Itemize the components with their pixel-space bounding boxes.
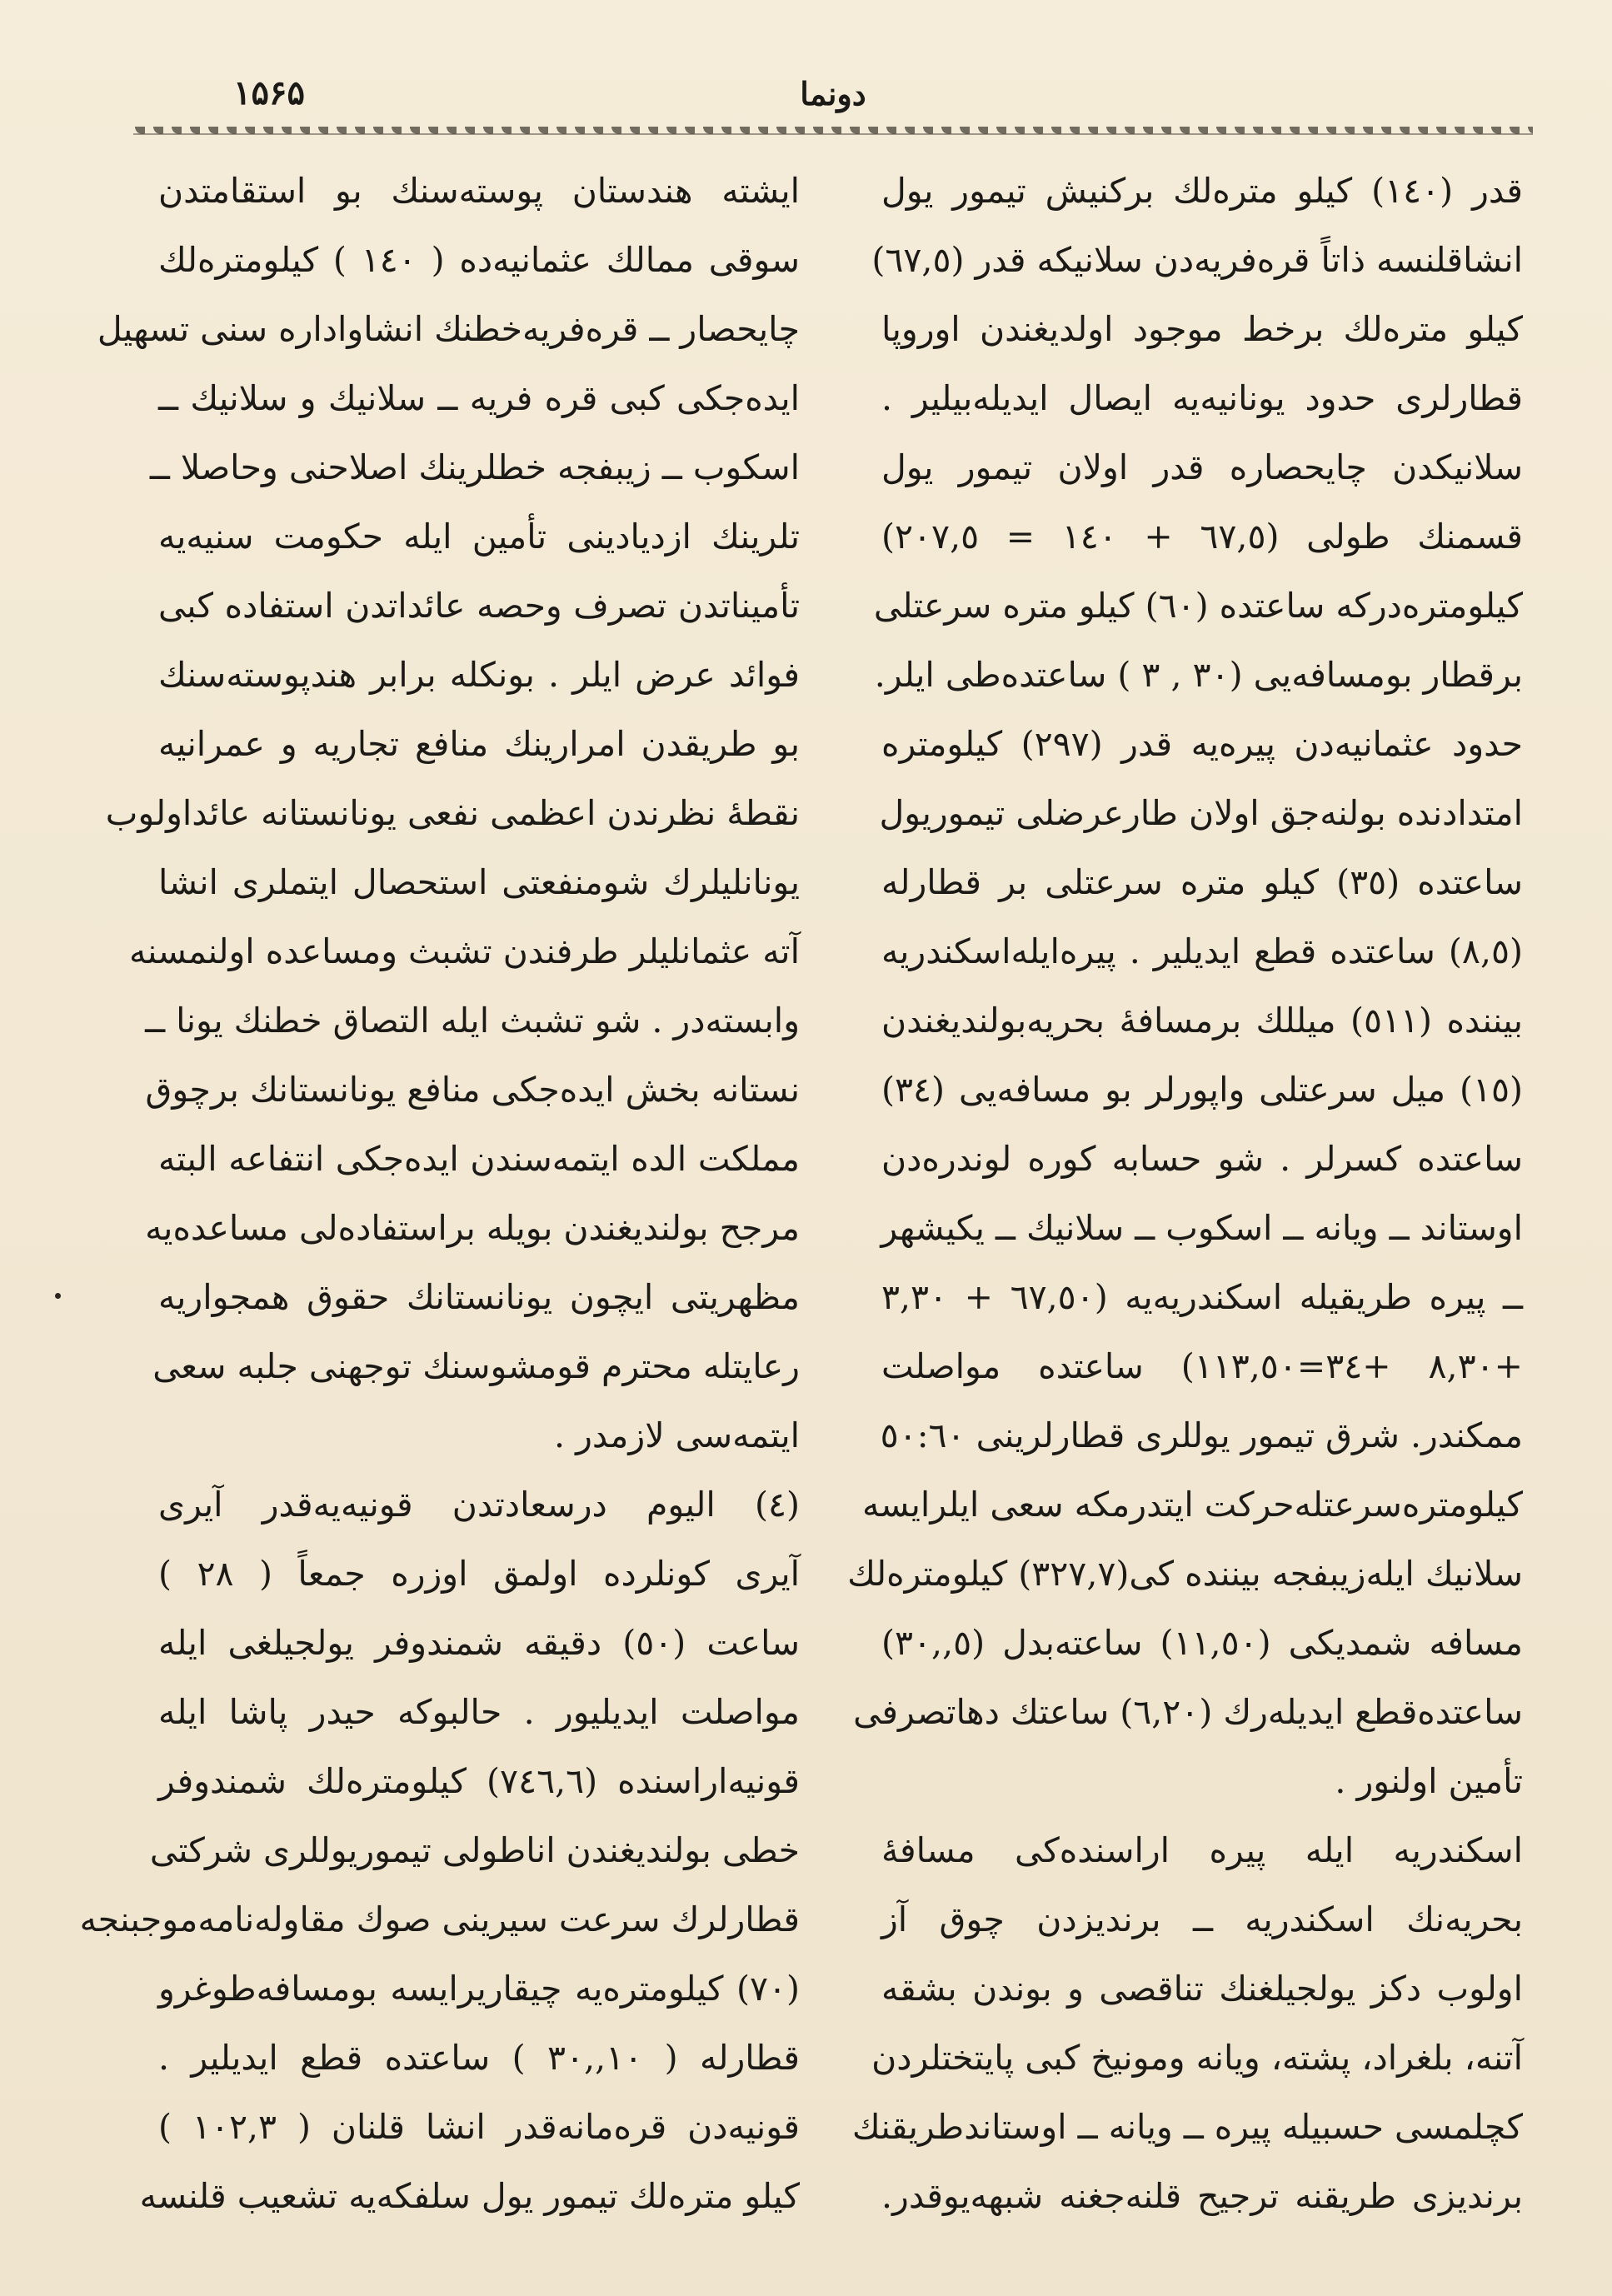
text-line: كيلو مترەلك برخط موجود اولديغندن اوروپا bbox=[881, 309, 1523, 349]
text-line: ايدەجكى كبى قرە فريە ــ سلانيك و سلانيك ــ bbox=[158, 378, 800, 418]
text-line: امتدادندە بولنەجق اولان طارعرضلى تيموريول bbox=[879, 793, 1523, 833]
text-line: انشاقلنسە ذاتاً قرەفريەدن سلانيكە قدر (٦٧,٥) bbox=[871, 240, 1523, 280]
text-line: ــ پيرە طريقيلە اسكندريەيە (٦٧,٥٠ + ٣,٣٠ bbox=[881, 1277, 1524, 1317]
text-line: اسكندريە ايلە پيرە اراسندەكى مسافۀ bbox=[881, 1830, 1523, 1870]
header-rule-line bbox=[133, 133, 1533, 135]
text-line: برقطار بومسافەيى (٣٠ , ٣ ) ساعتدەطى ايلر. bbox=[874, 655, 1523, 695]
text-line: يونانليلرك شومنفعتى استحصال ايتملرى انشا bbox=[158, 862, 800, 902]
text-line: ساعت (٥٠) دقيقە شمندوفر يولجيلغى ايلە bbox=[158, 1623, 800, 1663]
text-line: اولوب دكز يولجيلغنك تناقصى و بوندن بشقە bbox=[881, 1969, 1523, 2009]
text-line: بيننده (٥١١) ميللك برمسافۀ بحريەبولنديغندن bbox=[881, 1001, 1523, 1041]
text-line: كيلومترەسرعتلەحركت ايتدرمكە سعى ايلرايسە bbox=[861, 1485, 1523, 1525]
right-column bbox=[847, 157, 1524, 2231]
text-line: مسافە شمديكى (١١,٥٠) ساعتەبدل (٥,,٣٠) bbox=[881, 1623, 1523, 1663]
text-line: قونيەدن قرەمانەقدر انشا قلنان ( ١٠٢,٣ ) bbox=[158, 2107, 801, 2147]
text-line: ايشتە هندستان پوستەسنك بو استقامتدن bbox=[158, 171, 800, 211]
text-line: مملكت الدە ايتمەسندن ايدەجكى انتفاعە البتە bbox=[158, 1139, 800, 1179]
text-line: قونيەاراسندە (٧٤٦,٦) كيلومترەلك شمندوفر bbox=[158, 1761, 800, 1801]
text-line: خطى بولنديغندن اناطولى تيموريوللرى شركتى bbox=[149, 1830, 800, 1870]
left-column bbox=[79, 157, 801, 2231]
text-line: برنديزى طريقنە ترجيح قلنەجغنە شبهەيوقدر. bbox=[881, 2176, 1523, 2216]
text-line: (٤) اليوم درسعادتدن قونيەيەقدر آيرى bbox=[158, 1485, 800, 1525]
text-line: +٨,٣٠ +٣٤=١١٣,٥٠) ساعتدە مواصلت bbox=[881, 1346, 1523, 1386]
text-line: آتنە، بلغراد، پشتە، ويانە ومونيخ كبى پايتختلردن bbox=[871, 2038, 1523, 2078]
text-line: كچلمسى حسبيلە پيرە ــ ويانە ــ اوستاندطريقنك bbox=[851, 2107, 1523, 2147]
text-line: آيرى كونلردە اولمق اوزرە جمعاً ( ٢٨ ) bbox=[158, 1554, 801, 1594]
text-line: ساعتدە (٣٥) كيلو مترە سرعتلى بر قطارلە bbox=[881, 862, 1523, 902]
text-line: كيلو مترەلك تيمور يول سلفكەيە تشعيب قلنسە bbox=[139, 2176, 800, 2216]
text-line: سلانيكدن چايحصارە قدر اولان تيمور يول bbox=[881, 447, 1523, 487]
running-title: دونما bbox=[800, 75, 866, 112]
text-line: فوائد عرض ايلر . بونكلە برابر هندپوستەسنك bbox=[158, 655, 800, 695]
text-line: ساعتدە كسرلر . شو حسابە كورە لوندرەدن bbox=[881, 1139, 1523, 1179]
text-line: بحريەنك اسكندريە ــ برنديزدن چوق آز bbox=[881, 1899, 1523, 1939]
text-line: ممكندر. شرق تيمور يوللرى قطارلرينى ٥٠:٦٠ bbox=[880, 1415, 1523, 1455]
text-line: تأميناتدن تصرف وحصە عائداتدن استفادە كبى bbox=[158, 586, 800, 626]
text-line: (٨,٥) ساعتدە قطع ايديلير . پيرەايلەاسكندريە bbox=[881, 931, 1523, 971]
text-line: (٧٠) كيلومترەيە چيقاريرايسە بومسافەطوغرو bbox=[158, 1969, 800, 2009]
text-line: وابستەدر . شو تشبث ايلە التصاق خطنك يونا ــ bbox=[145, 1001, 800, 1041]
text-line: قدر (۱٤۰) كيلو مترەلك بركنيش تيمور يول bbox=[881, 171, 1523, 211]
text-line: (١٥) ميل سرعتلى واپورلر بو مسافەيى (٣٤) bbox=[881, 1070, 1523, 1110]
text-line: قطارلە ( ١٠,,٣٠ ) ساعتدە قطع ايديلير . bbox=[158, 2038, 801, 2078]
text-line: رعايتلە محترم قومشوسنك توجهنى جلبە سعى bbox=[152, 1346, 800, 1386]
text-line: كيلومترەدركە ساعتدە (٦٠) كيلو مترە سرعتلى bbox=[873, 586, 1523, 626]
text-line: مواصلت ايديليور . حالبوكە حيدر پاشا ايلە bbox=[158, 1692, 800, 1732]
text-line: تلرينك ازديادينى تأمين ايلە حكومت سنيەيە bbox=[158, 517, 800, 557]
text-line: ساعتدەقطع ايديلەرك (٦,٢٠) ساعتك دهاتصرفى bbox=[853, 1692, 1523, 1732]
text-line: تأمين اولنور . bbox=[1335, 1761, 1523, 1801]
page-header bbox=[133, 75, 1533, 125]
page-number: ۱۵۶۵ bbox=[233, 73, 305, 112]
text-line: مظهريتى ايچون يونانستانك حقوق همجواريە bbox=[158, 1277, 800, 1317]
text-line: قسمنك طولى (٦٧,٥ + ١٤٠ = ٢٠٧,٥) bbox=[881, 517, 1524, 557]
text-line: نقطۀ نظرندن اعظمى نفعى يونانستانە عائداولوب bbox=[105, 793, 800, 833]
text-line: حدود عثمانيەدن پيرەيە قدر (٢٩٧) كيلومترە bbox=[881, 724, 1523, 764]
text-line: سوقى ممالك عثمانيەدە ( ١٤٠ ) كيلومترەلك bbox=[158, 240, 800, 280]
text-line: نستانە بخش ايدەجكى منافع يونانستانك برچوق bbox=[145, 1070, 800, 1110]
text-line: ايتمەسى لازمدر . bbox=[554, 1415, 800, 1455]
text-line: قطارلرى حدود يونانيەيە ايصال ايديلەبيلير . bbox=[881, 378, 1523, 418]
text-line: سلانيك ايلەزيبفجە بيننده كى(٣٢٧,٧) كيلومترەلك bbox=[847, 1554, 1523, 1594]
text-line: مرجح بولنديغندن بويلە براستفادەلى مساعدەيە bbox=[145, 1208, 800, 1248]
text-line: آتە عثمانليلر طرفندن تشبث ومساعدە اولنمسنە bbox=[129, 931, 800, 971]
text-line: بو طريقدن امرارينك منافع تجاريە و عمرانيە bbox=[158, 724, 800, 764]
ink-speck bbox=[55, 1293, 61, 1299]
text-line: اوستاند ــ ويانە ــ اسكوب ــ سلانيك ــ يكيشهر bbox=[881, 1208, 1523, 1248]
text-line: اسكوب ــ زيبفجە خطلرينك اصلاحنى وحاصلا ــ bbox=[149, 447, 800, 487]
text-line: چايحصار ــ قرەفريەخطنك انشاواداره سنى تسهيل bbox=[97, 309, 800, 349]
text-line: قطارلرك سرعت سيرينى صوك مقاولەنامەموجبنجە bbox=[79, 1899, 800, 1939]
